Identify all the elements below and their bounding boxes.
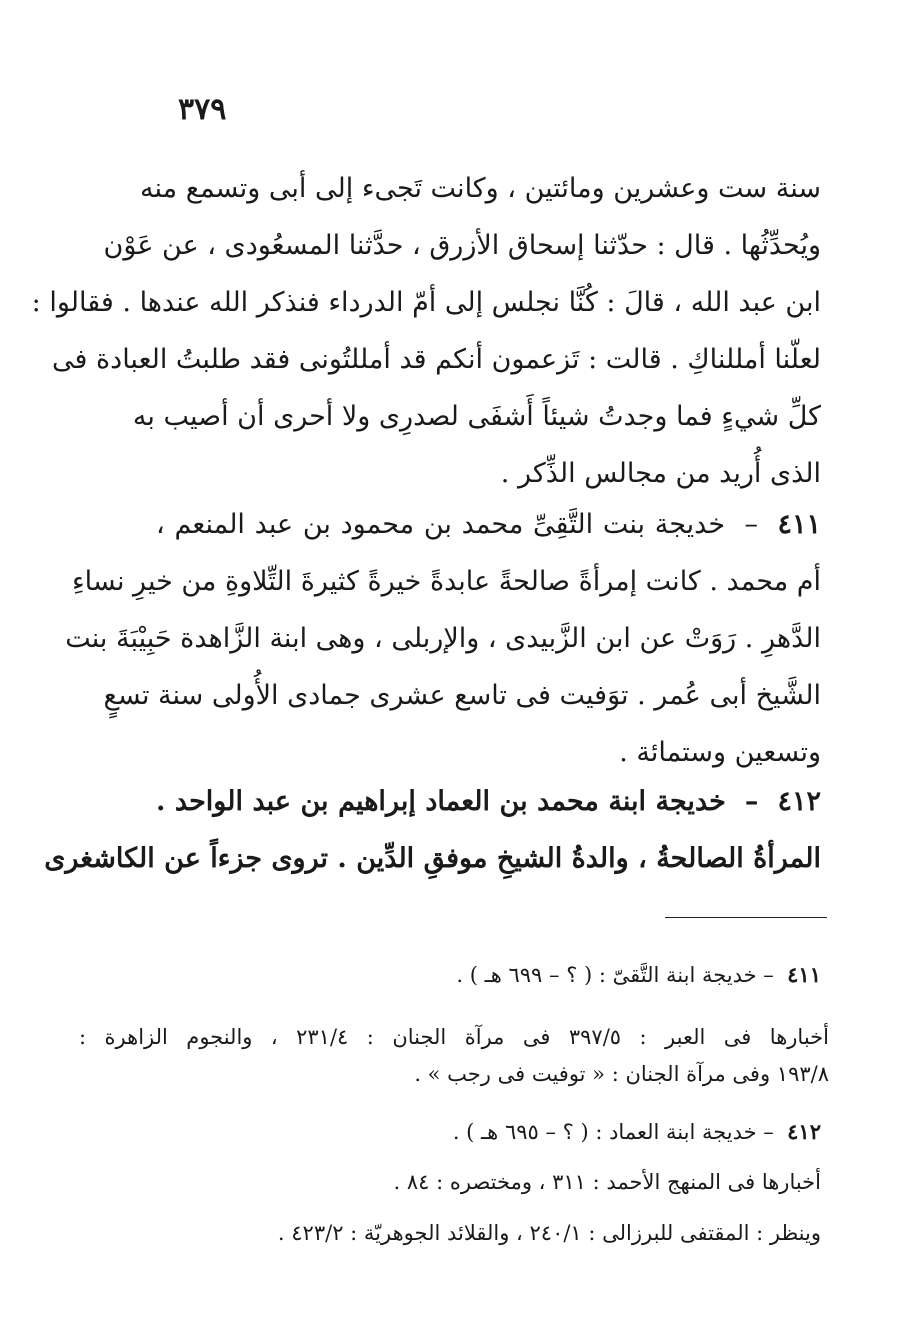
page-number: ٣٧٩ xyxy=(178,92,227,127)
footnote-number: ٤١٢ xyxy=(787,1119,821,1144)
entry-number: ٤١١ xyxy=(777,509,821,540)
entry-number: ٤١٢ xyxy=(777,786,821,817)
text-line: الشَّيخ أبى عُمر . توَفيت فى تاسع عشرى جمادى الأُولى سنة تسعٍ xyxy=(103,680,821,711)
footnote-411 xyxy=(121,960,821,990)
text-line: المرأةُ الصالحةُ ، والدةُ الشيخِ موفقِ الدِّين . تروى جزءاً عن الكاشغرى xyxy=(44,843,821,874)
text-line: خديجة ابنة محمد بن العماد إبراهيم بن عبد الواحد . xyxy=(156,786,726,817)
text-line: الذى أُريد من مجالس الذِّكر . xyxy=(500,458,821,489)
entry-heading-line xyxy=(156,773,821,830)
entry-heading-line xyxy=(156,496,821,553)
paragraph-continuation xyxy=(31,160,821,502)
text-line: ويُحدِّثُها . قال : حدّثنا إسحاق الأزرق ، حدَّثنا المسعُودى ، عن عَوْن xyxy=(103,230,821,261)
text-line: ابن عبد الله ، قالَ : كُنَّا نجلس إلى أمّ الدرداء فنذكر الله عندها . فقالوا : xyxy=(31,287,821,318)
text-line: وتسعين وستمائة . xyxy=(619,737,821,768)
footnote-text: – خديجة ابنة التَّقىّ : ( ؟ – ٦٩٩ هـ ) . xyxy=(456,963,774,987)
footnote-line: ١٩٣/٨ وفى مرآة الجنان : « توفيت فى رجب » . xyxy=(414,1062,829,1086)
entry-411 xyxy=(65,496,821,781)
footnote-line: وينظر : المقتفى للبرزالى : ٢٤٠/١ ، والقلائد الجوهريّة : ٤٢٣/٢ . xyxy=(277,1221,821,1245)
footnote-412-sources xyxy=(121,1167,821,1197)
text-line: سنة ست وعشرين ومائتين ، وكانت تَجىء إلى أبى وتسمع منه xyxy=(140,173,821,204)
footnote-line: أخبارها فى العبر : ٣٩٧/٥ فى مرآة الجنان : ٢٣١/٤ ، والنجوم الزاهرة : xyxy=(79,1025,829,1049)
footnote-412-see-also xyxy=(121,1218,821,1248)
footnote-411-sources xyxy=(79,1017,829,1091)
text-line: لعلّنا أمللناكِ . قالت : تَزعمون أنكم قد أمللتُونى فقد طلبتُ العبادة فى xyxy=(52,344,821,375)
footnote-divider xyxy=(665,917,827,918)
footnote-line xyxy=(121,960,821,990)
footnote-line: أخبارها فى المنهج الأحمد : ٣١١ ، ومختصره : ٨٤ . xyxy=(393,1170,821,1194)
footnote-line xyxy=(121,1117,821,1147)
text-line: أم محمد . كانت إمرأةً صالحةً عابدةً خيرةً كثيرةَ التِّلاوةِ من خيرِ نساءِ xyxy=(71,566,821,597)
entry-dash: – xyxy=(744,509,758,540)
entry-412 xyxy=(44,773,821,887)
text-line: كلِّ شيءٍ فما وجدتُ شيئاً أَشفَى لصدرِى ولا أحرى أن أصيب به xyxy=(132,401,821,432)
entry-dash: – xyxy=(744,786,759,817)
text-line: خديجة بنت التَّقِىِّ محمد بن محمود بن عبد المنعم ، xyxy=(156,509,726,540)
text-line: الدَّهرِ . رَوَتْ عن ابن الزَّبيدى ، والإربلى ، وهى ابنة الزَّاهدة حَبِيْبَةَ بنت xyxy=(65,623,821,654)
footnote-text: – خديجة ابنة العماد : ( ؟ – ٦٩٥ هـ ) . xyxy=(452,1120,774,1144)
footnote-number: ٤١١ xyxy=(787,962,821,987)
footnote-412 xyxy=(121,1117,821,1147)
